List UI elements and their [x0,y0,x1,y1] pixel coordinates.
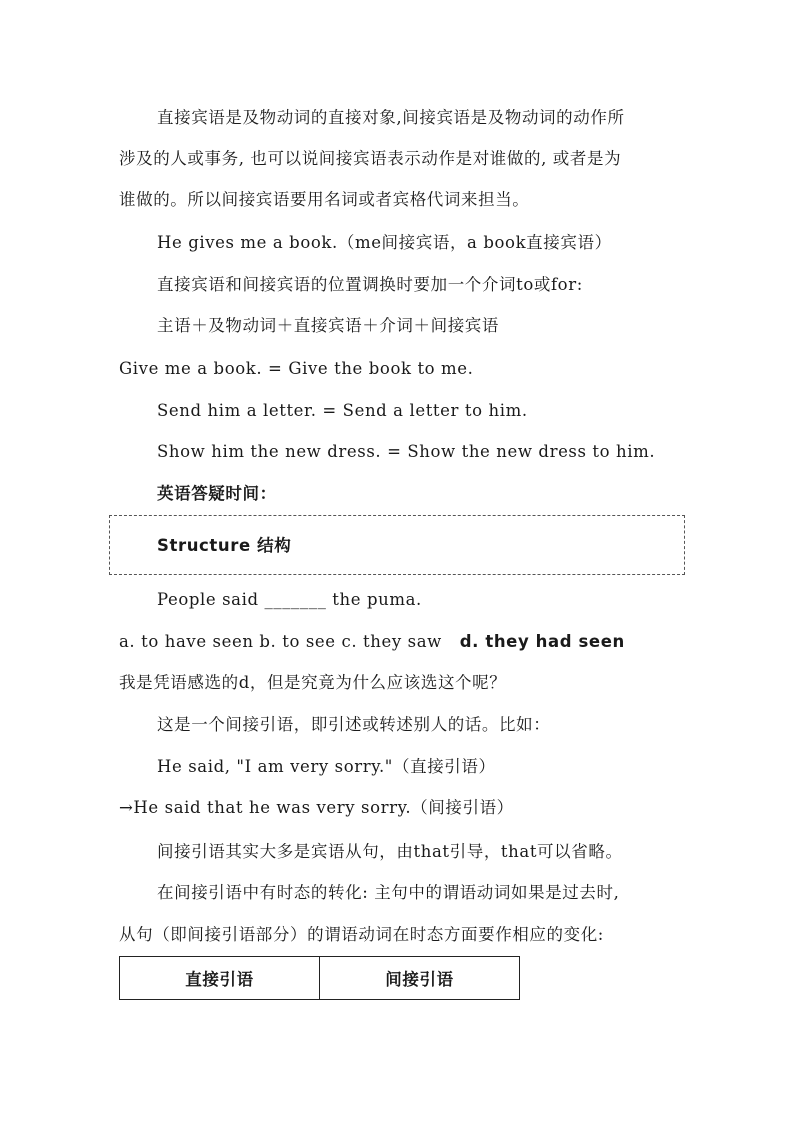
example-sentence: He gives me a book.（me间接宾语，a book直接宾语） [157,233,612,252]
speech-table [119,956,520,1000]
answer-options: a. to have seen b. to see c. they saw [119,632,442,651]
paragraph-line: 在间接引语中有时态的转化: 主句中的谓语动词如果是过去时, [157,883,620,902]
table-header-indirect: 间接引语 [320,957,520,1000]
correct-answer: d. they had seen [459,632,625,651]
example-sentence: Send him a letter. = Send a letter to him. [157,401,528,420]
paragraph-line: 间接引语其实大多是宾语从句，由that引导，that可以省略。 [157,842,623,861]
formula-line: 主语＋及物动词＋直接宾语＋介词＋间接宾语 [157,316,499,335]
example-sentence: Give me a book. = Give the book to me. [119,359,474,378]
paragraph-line: 我是凭语感选的d，但是究竟为什么应该选这个呢？ [119,673,507,692]
table-header-row [120,957,520,1000]
paragraph-line: 直接宾语和间接宾语的位置调换时要加一个介词to或for: [157,275,583,294]
paragraph-line: 直接宾语是及物动词的直接对象,间接宾语是及物动词的动作所 [157,108,625,127]
paragraph-line: 这是一个间接引语，即引述或转述别人的话。比如： [157,715,551,734]
paragraph-line: 谁做的。所以间接宾语要用名词或者宾格代词来担当。 [119,190,530,209]
section-heading: 英语答疑时间： [157,484,277,503]
example-sentence: Show him the new dress. = Show the new dress to him. [157,442,656,461]
table-header-direct: 直接引语 [120,957,320,1000]
paragraph-line: 从句（即间接引语部分）的谓语动词在时态方面要作相应的变化: [119,925,604,944]
options-line [119,631,625,653]
structure-label: Structure 结构 [157,536,292,555]
example-sentence: →He said that he was very sorry.（间接引语） [119,798,514,817]
paragraph-line: 涉及的人或事务, 也可以说间接宾语表示动作是对谁做的, 或者是为 [119,149,622,168]
example-sentence: He said, "I am very sorry."（直接引语） [157,757,496,776]
question-line: People said _______ the puma. [157,590,422,609]
structure-box [109,515,685,575]
